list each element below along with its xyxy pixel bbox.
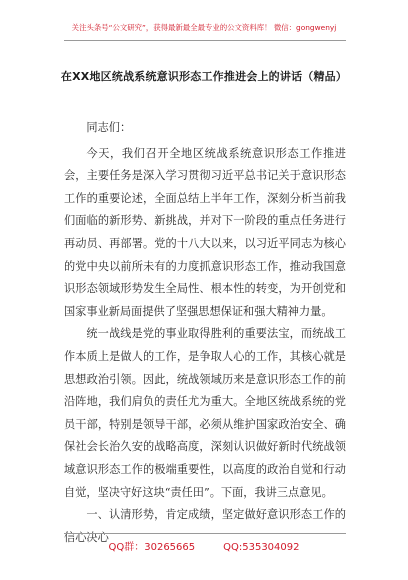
section-heading: 一、认清形势，肯定成绩，坚定做好意识形态工作的信心决心 (64, 508, 346, 544)
footer-divider (64, 533, 346, 534)
document-body (64, 117, 346, 549)
paragraph: 今天，我们召开全地区统战系统意识形态工作推进会，主要任务是深入学习贯彻习近平总书记关于意识形态工作的重要论述，全面总结上半年工作，深刻分析当前我们面临的新形势、新挑战，并对下一阶段的重点任务进行再动员、再部署。党的十八大以来，以习近平同志为核心的党中央以前所未有的力度抓意识形态工作，推动我国意识形态领域形势发生全局性、根本性的转变，为开创党和国家事业新局面提供了坚强思想保证和强大精神力量。 (64, 146, 346, 318)
header-banner: 关注头条号“公文研究”，获得最新最全最专业的公文资料库！ 微信：gongwenyj (71, 23, 337, 32)
footer-qq: QQ:535304092 (223, 542, 300, 553)
header-divider (64, 40, 346, 41)
salutation: 同志们： (86, 121, 132, 134)
paragraph: 统一战线是党的事业取得胜利的重要法宝，而统战工作本质上是做人的工作，是争取人心的工作，其核心就是思想政治引领。因此，统战领域历来是意识形态工作的前沿阵地，我们肩负的责任尤为重大。全地区统战系统的党员干部，特别是领导干部，必须从维护国家政治安全、确保社会长治久安的战略高度，深刻认识做好新时代统战领域意识形态工作的极端重要性，以高度的政治自觉和行动自觉，坚决守好这块“责任田”。下面，我讲三点意见。 (64, 327, 346, 499)
footer-qq-group: QQ群：30265665 (108, 542, 196, 553)
document-title: 在XX地区统战系统意识形态工作推进会上的讲话（精品） (60, 70, 348, 83)
footer (0, 538, 408, 553)
